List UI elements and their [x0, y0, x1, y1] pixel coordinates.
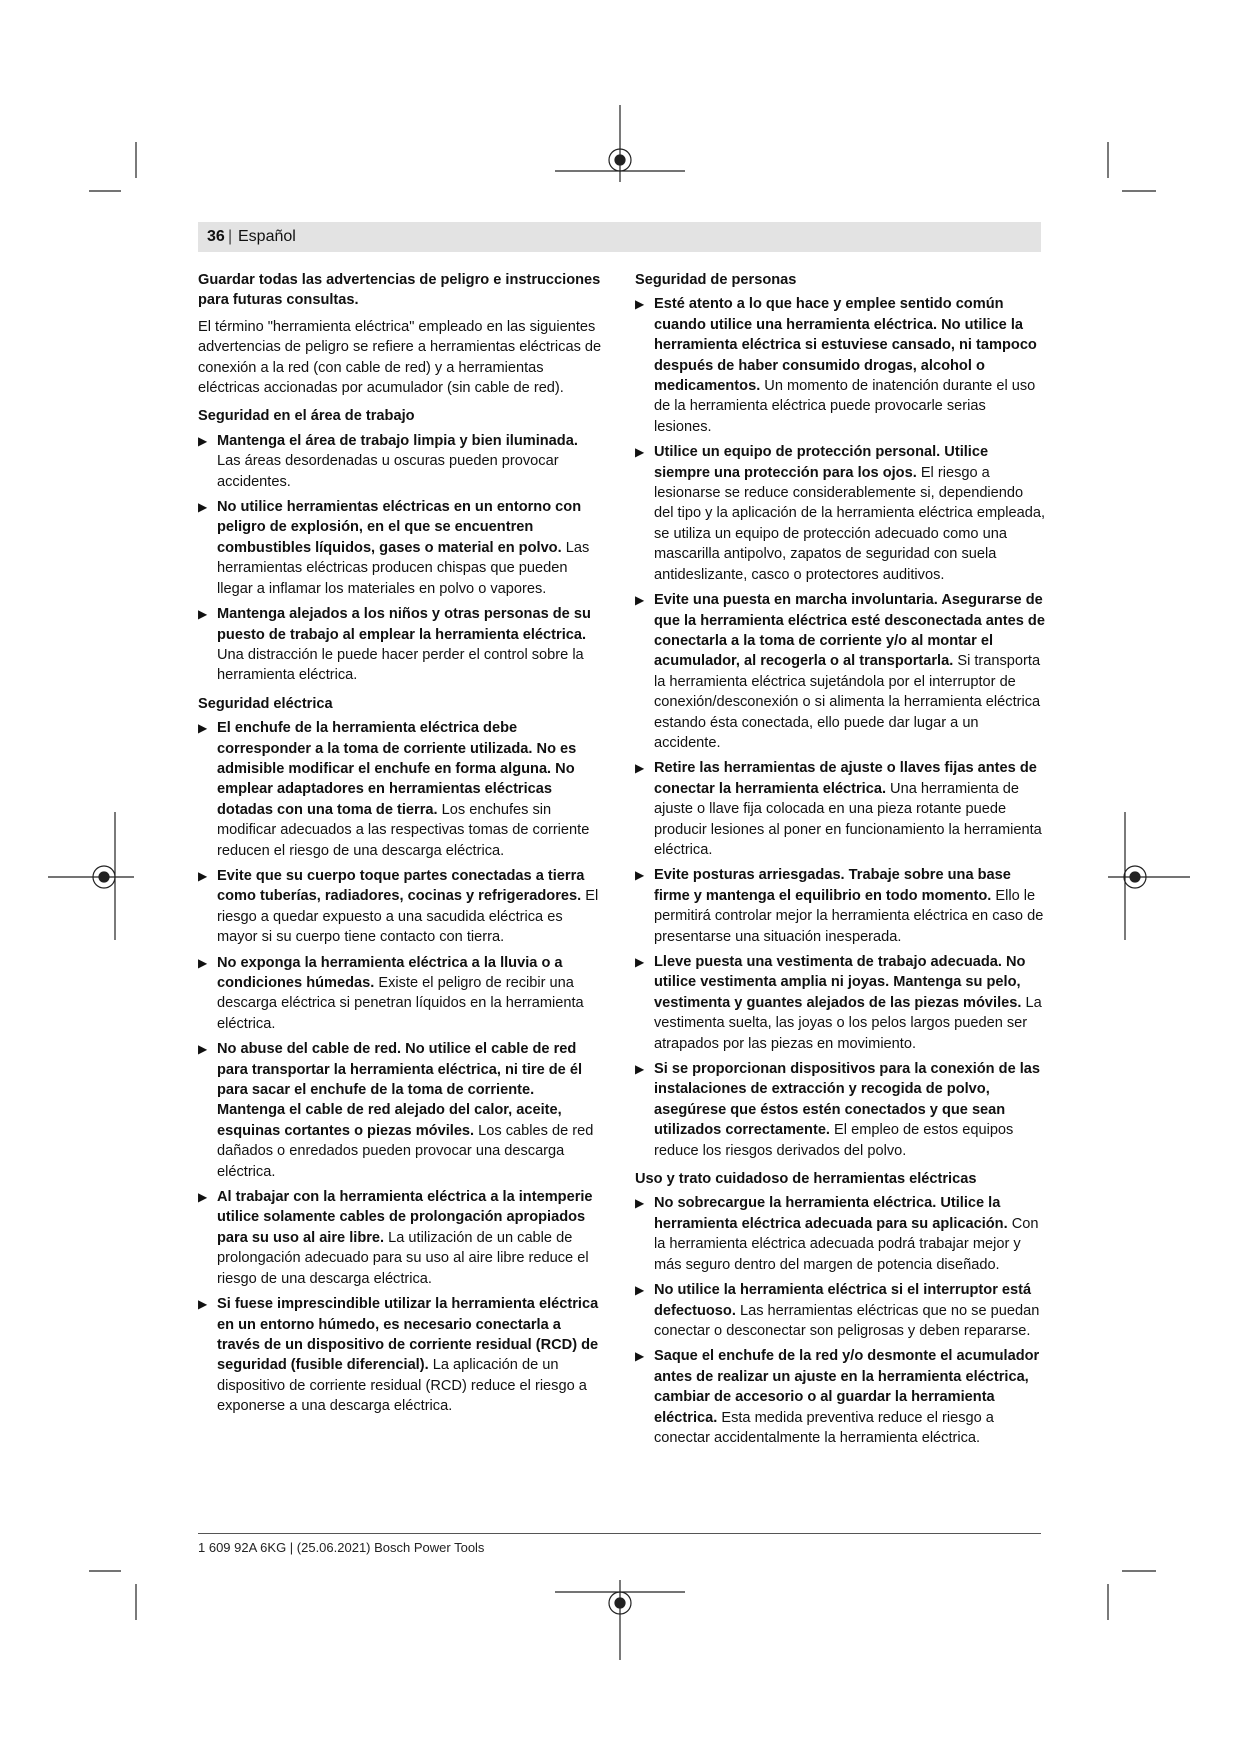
header-section-label: Español [238, 228, 296, 245]
list-item [198, 431, 602, 492]
persons-heading: Seguridad de personas [635, 272, 797, 288]
item-body-text: Las herramientas eléctricas producen chispas que pueden llegar a inflamar los materiales en polvo o vapores. [217, 539, 590, 597]
bullet-triangle-icon: ▶ [198, 721, 208, 736]
intro-paragraph: El término "herramienta eléctrica" empleado en las siguientes advertencias de peligro se refiere a herramientas eléctricas de conexión a la red (con cable de red) y a herramientas eléctricas accionadas por acumulador (sin cable de red). [198, 318, 602, 397]
list-item [635, 1346, 1045, 1448]
item-bold-text: Al trabajar con la herramienta eléctrica a la intemperie utilice solamente cables de prolongación apropiados para su uso al aire libre. [217, 1189, 593, 1246]
item-bold-text: Evite una puesta en marcha involuntaria. Asegurarse de que la herramienta eléctrica esté desconectada antes de conectarla a la toma de corriente y/o al montar el acumulador, al recogerla o al transportarla. [654, 592, 1045, 670]
list-item [635, 442, 1045, 585]
item-bold-text: Si fuese imprescindible utilizar la herramienta eléctrica en un entorno húmedo, es necesario conectarla a través de un dispositivo de corriente residual (RCD) de seguridad (fusible diferencial). [217, 1296, 599, 1374]
list-item [635, 1059, 1045, 1161]
electrical-heading: Seguridad eléctrica [198, 695, 333, 712]
registration-mark-bottom [555, 1580, 685, 1660]
item-bold-text: No abuse del cable de red. No utilice el cable de red para transportar la herramienta eléctrica, ni tire de él para sacar el enchufe de la toma de corriente. Mantenga el cable de red alejado del calor, aceite, esquinas cortantes o piezas móviles. [217, 1041, 582, 1139]
list-item [635, 1280, 1045, 1341]
bullet-triangle-icon: ▶ [198, 868, 208, 883]
item-bold-text: Lleve puesta una vestimenta de trabajo adecuada. No utilice vestimenta amplia ni joyas. Mantenga su pelo, vestimenta y guantes alejados de las piezas móviles. [654, 954, 1026, 1011]
list-item [635, 590, 1045, 753]
page-footer: 1 609 92A 6KG | (25.06.2021) Bosch Power Tools [198, 1540, 485, 1555]
item-bold-text: Mantenga el área de trabajo limpia y bien iluminada. [217, 432, 578, 449]
list-item [198, 1187, 602, 1289]
bullet-triangle-icon: ▶ [635, 1283, 645, 1298]
item-body-text: La vestimenta suelta, las joyas o los pelos largos pueden ser atrapados por las piezas en movimiento. [654, 994, 1042, 1052]
item-bold-text: Utilice un equipo de protección personal. Utilice siempre una protección para los ojos. [654, 444, 989, 481]
persons-list [635, 294, 1045, 1161]
bullet-triangle-icon: ▶ [635, 1349, 645, 1364]
item-bold-text: Retire las herramientas de ajuste o llaves fijas antes de conectar la herramienta eléctrica. [654, 760, 1037, 797]
item-bold-text: Evite que su cuerpo toque partes conectadas a tierra como tuberías, radiadores, cocinas y refrigeradores. [217, 867, 585, 905]
item-bold-text: Si se proporcionan dispositivos para la conexión de las instalaciones de extracción y recogida de polvo, asegúrese que éstos estén conectados y que sean utilizados correctamente. [654, 1061, 1041, 1139]
lead-warning: Guardar todas las advertencias de peligro e instrucciones para futuras consultas. [198, 272, 601, 309]
item-bold-text: No exponga la herramienta eléctrica a la lluvia o a condiciones húmedas. [217, 954, 563, 991]
bullet-triangle-icon: ▶ [198, 1297, 208, 1312]
list-item [635, 758, 1045, 860]
list-item [198, 718, 602, 861]
item-body-text: Un momento de inatención durante el uso de la herramienta eléctrica puede provocarle serias lesiones. [654, 378, 1036, 435]
right-column [635, 270, 1045, 1453]
bullet-triangle-icon: ▶ [635, 1196, 645, 1211]
bullet-triangle-icon: ▶ [198, 955, 208, 970]
item-bold-text: El enchufe de la herramienta eléctrica debe corresponder a la toma de corriente utilizada. No es admisible modificar el enchufe en forma alguna. No emplear adaptadores en herramientas eléctricas dotadas con una toma de tierra. [217, 720, 577, 818]
list-item [198, 866, 602, 948]
list-item [198, 604, 602, 686]
work-area-heading: Seguridad en el área de trabajo [198, 408, 415, 425]
bullet-triangle-icon: ▶ [635, 868, 645, 883]
item-body-text: Si transporta la herramienta eléctrica sujetándola por el interruptor de conexión/desconexión o si alimenta la herramienta eléctrica estando ésta conectada, ello puede dar lugar a un accidente. [654, 653, 1041, 751]
item-body-text: El riesgo a quedar expuesto a una sacudida eléctrica es mayor si su cuerpo tiene contacto con tierra. [217, 888, 599, 946]
bullet-triangle-icon: ▶ [198, 500, 208, 515]
list-item [635, 1193, 1045, 1275]
bullet-triangle-icon: ▶ [635, 445, 645, 460]
item-body-text: Esta medida preventiva reduce el riesgo a conectar accidentalmente la herramienta eléctrica. [654, 1409, 994, 1446]
item-body-text: La utilización de un cable de prolongación adecuado para su uso al aire libre reduce el riesgo de una descarga eléctrica. [217, 1229, 589, 1287]
bullet-triangle-icon: ▶ [198, 607, 208, 622]
footer-rule [198, 1533, 1041, 1534]
list-item [198, 1294, 602, 1416]
item-body-text: Una herramienta de ajuste o llave fija colocada en una pieza rotante puede producir lesiones al poner en funcionamiento la herramienta eléctrica. [654, 780, 1042, 858]
bullet-triangle-icon: ▶ [635, 955, 645, 969]
list-item [198, 497, 602, 599]
list-item [198, 1039, 602, 1182]
page-header [198, 222, 1041, 252]
item-body-text: La aplicación de un dispositivo de corriente residual (RCD) reduce el riesgo a exponerse a una descarga eléctrica. [217, 1357, 587, 1415]
item-body-text: Los cables de red dañados o enredados pueden provocar una descarga eléctrica. [217, 1122, 594, 1180]
item-body-text: El empleo de estos equipos reduce los riesgos derivados del polvo. [654, 1122, 1014, 1159]
usage-heading: Uso y trato cuidadoso de herramientas eléctricas [635, 1171, 977, 1188]
item-body-text: Con la herramienta eléctrica adecuada podrá trabajar mejor y más seguro dentro del margen de potencia diseñado. [654, 1215, 1039, 1273]
bullet-triangle-icon: ▶ [198, 433, 208, 448]
work-area-list [198, 431, 602, 686]
bullet-triangle-icon: ▶ [635, 297, 645, 312]
list-item [635, 952, 1045, 1054]
item-body-text: Existe el peligro de recibir una descarga eléctrica si penetran líquidos en la herramienta eléctrica. [217, 975, 584, 1032]
registration-mark-top [555, 105, 685, 182]
item-bold-text: Saque el enchufe de la red y/o desmonte el acumulador antes de realizar un ajuste en la herramienta eléctrica, cambiar de accesorio o al guardar la herramienta eléctrica. [654, 1348, 1040, 1426]
usage-list [635, 1193, 1045, 1448]
bullet-triangle-icon: ▶ [198, 1190, 208, 1205]
list-item [635, 294, 1045, 437]
registration-mark-left [48, 812, 134, 940]
bullet-triangle-icon: ▶ [635, 761, 645, 776]
bullet-triangle-icon: ▶ [635, 593, 645, 608]
registration-mark-right [1108, 812, 1190, 940]
electrical-list [198, 718, 602, 1416]
item-bold-text: Mantenga alejados a los niños y otras personas de su puesto de trabajo al emplear la herramienta eléctrica. [217, 606, 591, 643]
left-column [198, 270, 602, 1422]
item-bold-text: Esté atento a lo que hace y emplee sentido común cuando utilice una herramienta eléctrica. No utilice la herramienta eléctrica si estuviese cansado, ni tampoco después de haber consumido drogas, alcohol o medicamentos. [654, 296, 1037, 395]
item-bold-text: No sobrecargue la herramienta eléctrica. Utilice la herramienta eléctrica adecuada para su aplicación. [654, 1195, 1008, 1232]
bullet-triangle-icon: ▶ [635, 1062, 645, 1077]
list-item [635, 865, 1045, 947]
page-number: 36 [207, 228, 225, 245]
list-item [198, 953, 602, 1035]
item-bold-text: No utilice la herramienta eléctrica si el interruptor está defectuoso. [654, 1282, 1032, 1319]
item-body-text: Una distracción le puede hacer perder el control sobre la herramienta eléctrica. [217, 646, 584, 684]
header-separator: | [228, 228, 233, 245]
item-body-text: Las áreas desordenadas u oscuras pueden provocar accidentes. [217, 453, 559, 490]
bullet-triangle-icon: ▶ [198, 1042, 208, 1057]
item-body-text: Ello le permitirá controlar mejor la herramienta eléctrica en caso de presentarse una situación inesperada. [654, 887, 1044, 945]
item-body-text: El riesgo a lesionarse se reduce considerablemente si, dependiendo del tipo y la aplicación de la herramienta eléctrica empleada, se utiliza un equipo de protección adecuado como una mascarilla antipolvo, zapatos de seguridad con suela antideslizante, casco o protectores auditivos. [654, 464, 1046, 583]
item-body-text: Los enchufes sin modificar adecuados a las respectivas tomas de corriente reducen el riesgo de una descarga eléctrica. [217, 801, 590, 859]
item-bold-text: No utilice herramientas eléctricas en un entorno con peligro de explosión, en el que se encuentren combustibles líquidos, gases o material en polvo. [217, 499, 582, 556]
item-bold-text: Evite posturas arriesgadas. Trabaje sobre una base firme y mantenga el equilibrio en todo momento. [654, 867, 1011, 904]
item-body-text: Las herramientas eléctricas que no se puedan conectar o desconectar son peligrosas y deben repararse. [654, 1302, 1040, 1339]
